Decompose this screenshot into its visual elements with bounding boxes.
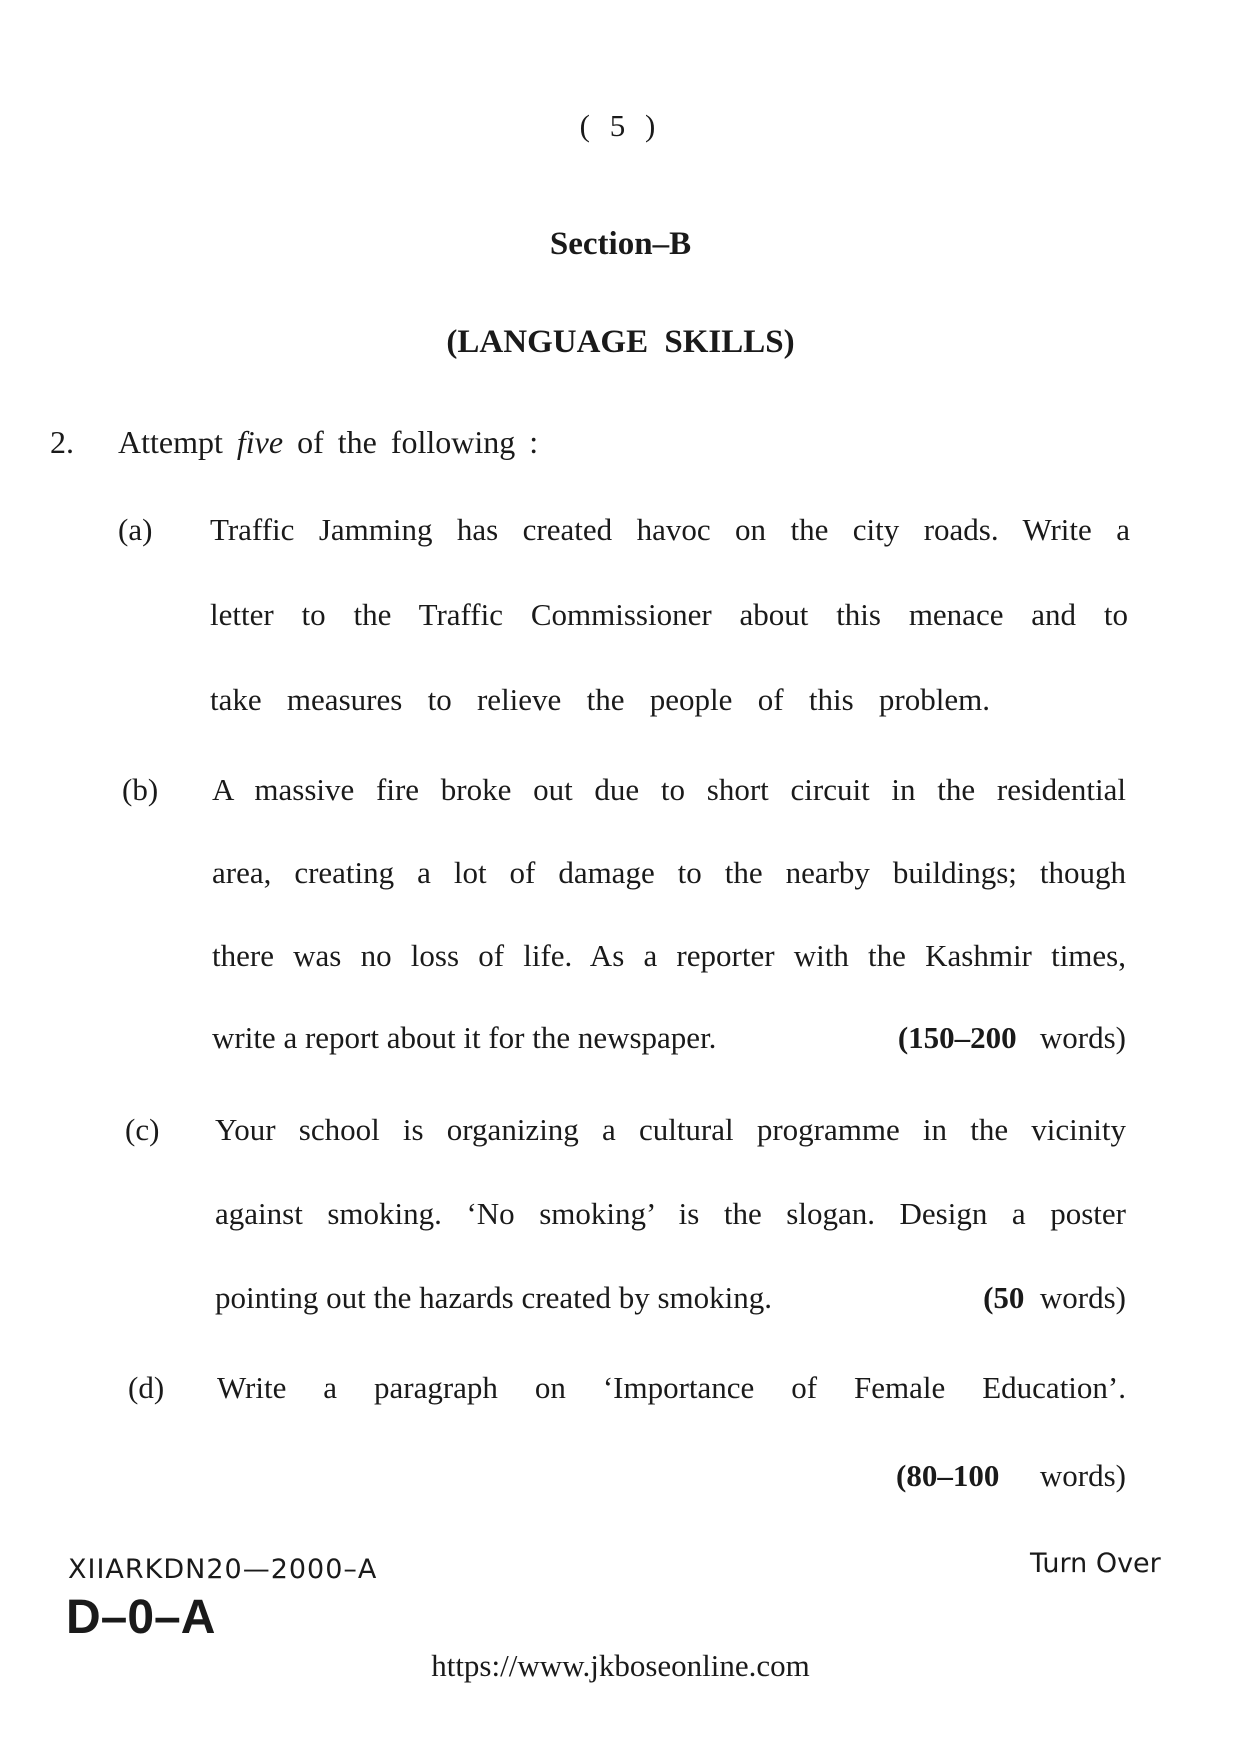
- item-b-line-1: A massive fire broke out due to short circuit in the residential: [212, 772, 1126, 807]
- question-number: 2.: [50, 424, 74, 460]
- item-b-label: (b): [122, 772, 159, 807]
- item-b-word-limit-unit: words): [1039, 1020, 1126, 1055]
- item-b-line-4: [212, 1020, 1126, 1056]
- item-b-line-3: there was no loss of life. As a reporter with the Kashmir times,: [212, 938, 1126, 973]
- page-number: ( 5 ): [579, 108, 662, 143]
- item-c-label: (c): [125, 1112, 160, 1147]
- item-c-word-limit: [983, 1280, 1126, 1316]
- paper-code: XIIARKDN20—2000–A: [68, 1554, 378, 1585]
- item-d-word-limit: [896, 1458, 1126, 1494]
- item-d-label: (d): [128, 1370, 165, 1405]
- instruction-text-after: of the following :: [283, 424, 539, 460]
- item-d-word-limit-number: (80–100: [896, 1458, 1000, 1493]
- item-c-line-2: against smoking. ‘No smoking’ is the slogan. Design a poster: [215, 1196, 1126, 1231]
- instruction-text-before: Attempt: [118, 424, 237, 460]
- set-code: D–0–A: [66, 1591, 216, 1644]
- section-subtitle: (LANGUAGE SKILLS): [446, 324, 795, 360]
- item-c-word-limit-unit: words): [1039, 1280, 1126, 1315]
- item-a-line-2: letter to the Traffic Commissioner about this menace and to: [210, 597, 1128, 632]
- item-c-line-3-text: pointing out the hazards created by smoking.: [215, 1280, 773, 1315]
- turn-over-label: Turn Over: [1030, 1548, 1161, 1579]
- item-d-word-limit-unit: words): [1039, 1458, 1126, 1493]
- instruction-emphasis: five: [236, 424, 284, 460]
- item-a-line-1: Traffic Jamming has created havoc on the city roads. Write a: [210, 512, 1130, 547]
- question-instruction: [118, 424, 538, 461]
- item-c-line-1: Your school is organizing a cultural programme in the vicinity: [215, 1112, 1126, 1147]
- item-c-word-limit-number: (50: [983, 1280, 1025, 1315]
- item-b-word-limit: [898, 1020, 1126, 1056]
- item-b-line-2: area, creating a lot of damage to the nearby buildings; though: [212, 855, 1126, 890]
- item-a-label: (a): [118, 512, 153, 547]
- item-a-line-3: take measures to relieve the people of this problem.: [210, 682, 990, 717]
- item-d-line-1: Write a paragraph on ‘Importance of Female Education’.: [217, 1370, 1126, 1405]
- item-b-word-limit-number: (150–200: [897, 1020, 1017, 1055]
- item-b-line-4-text: write a report about it for the newspaper.: [212, 1020, 717, 1055]
- website-url[interactable]: https://www.jkboseonline.com: [431, 1648, 810, 1683]
- section-title: Section–B: [549, 226, 692, 262]
- item-c-line-3: [215, 1280, 1126, 1316]
